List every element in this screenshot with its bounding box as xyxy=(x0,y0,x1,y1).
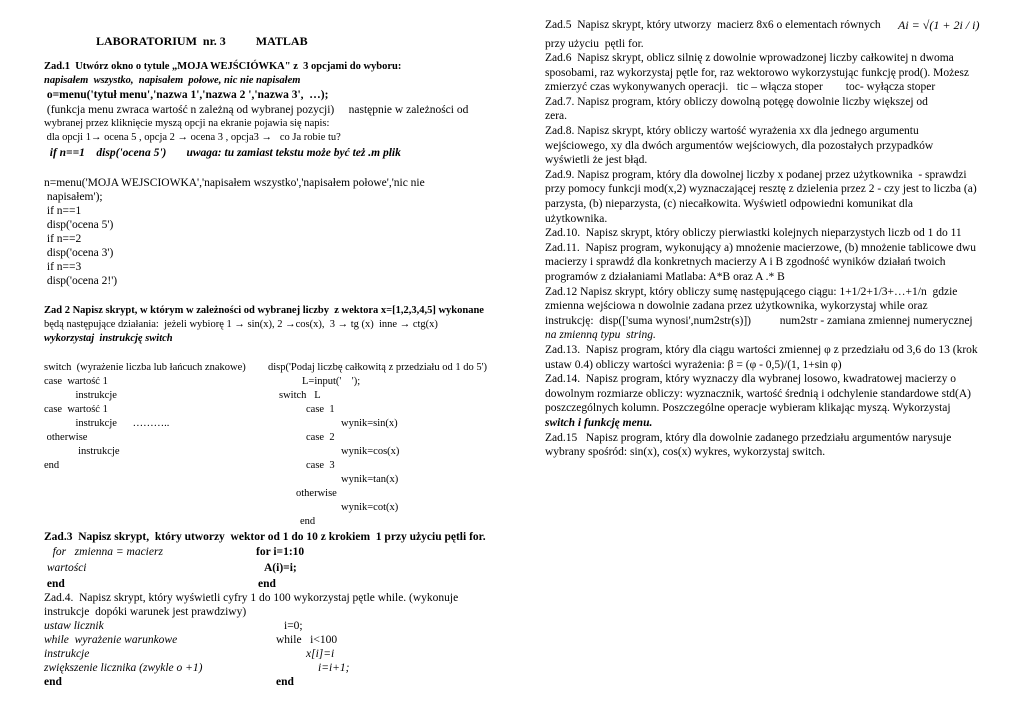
zad1-code-6: disp('ocena 3') xyxy=(44,247,114,259)
zad1-code-2: napisałem'); xyxy=(44,191,103,203)
zad9-line-1: Zad.9. Napisz program, który dla dowolnej liczby x podanej przez użytkownika - sprawdzi xyxy=(545,168,967,181)
zad1-line-2: napisałem wszystko, napisałem połowe, nic nie napisałem xyxy=(44,75,301,86)
switch-example-12: end xyxy=(300,516,316,527)
zad9-line-3: parzysta, (b) nieparzysta, (c) niecałkowita. Wyświetl odpowiedni komunikat dla xyxy=(545,198,913,210)
zad10-line-1: Zad.10. Napisz skrypt, który obliczy pierwiastki kolejnych nieparzystych liczb od 1 do 11 xyxy=(545,227,962,240)
switch-example-8: case 3 xyxy=(306,460,335,471)
zad1-code-4: disp('ocena 5') xyxy=(44,219,114,231)
switch-syntax-5: instrukcje ……….. xyxy=(44,418,170,429)
zad14-line-4: switch i funkcję menu. xyxy=(545,417,653,429)
switch-example-11: wynik=cot(x) xyxy=(341,502,399,513)
zad13-line-1: Zad.13. Napisz program, który dla ciągu wartości zmiennej φ z przedziału od 3,6 do 13 (krok xyxy=(545,344,978,356)
zad15-line-1: Zad.15 Napisz program, który dla dowolnie zadanego przedziału argumentów narysuje xyxy=(545,431,952,444)
zad3-code-2-right: A(i)=i; xyxy=(264,562,297,574)
zad3-code-1-left: for zmienna = macierz xyxy=(44,546,163,558)
zad8-line-1: Zad.8. Napisz skrypt, który obliczy wartość wyrażenia xx dla jednego argumentu xyxy=(545,125,919,137)
zad4-code-4-right: i=i+1; xyxy=(318,662,350,674)
zad12-line-3: instrukcję: disp(['suma wynosi',num2str(s)]) num2str - zamiana zmiennej numerycznej xyxy=(545,314,973,327)
zad1-code-3: if n==1 xyxy=(44,205,82,217)
switch-example-4: case 1 xyxy=(306,404,335,415)
zad4-code-1-left: ustaw licznik xyxy=(44,620,104,632)
zad9-line-2: przy pomocy funkcji mod(x,2) wyznaczającej resztę z dzielenia przez 2 - czy jest to liczba (a) xyxy=(545,183,977,196)
zad4-code-5-left: end xyxy=(44,676,62,688)
zad11-line-3: programów z działaniami Matlaba: A*B oraz A .* B xyxy=(545,271,785,283)
zad9-line-4: użytkownika. xyxy=(545,212,608,225)
switch-example-2: L=input(' '); xyxy=(302,376,361,387)
zad1-line-3: o=menu('tytuł menu','nazwa 1','nazwa 2 ','nazwa 3', …); xyxy=(44,89,329,101)
zad11-line-1: Zad.11. Napisz program, wykonujący a) mnożenie macierzowe, (b) mnożenie tablicowe dwu xyxy=(545,241,976,254)
switch-example-7: wynik=cos(x) xyxy=(341,446,400,457)
switch-example-5: wynik=sin(x) xyxy=(341,418,398,429)
zad12-line-4: na zmienną typu string. xyxy=(545,329,656,342)
zad4-code-3-right: x[i]=i xyxy=(306,648,335,660)
zad1-code-5: if n==2 xyxy=(44,233,82,245)
zad6-line-2: sposobami, raz wykorzystaj pętle for, raz wektorowo wykorzystując funkcję prod(). Możesz xyxy=(545,66,969,79)
switch-example-1: disp('Podaj liczbę całkowitą z przedziału od 1 do 5') xyxy=(268,362,487,373)
switch-syntax-2: case wartość 1 xyxy=(44,376,108,387)
zad2-line-1: Zad 2 Napisz skrypt, w którym w zależności od wybranej liczby z wektora x=[1,2,3,4,5] wykonane xyxy=(44,305,484,316)
zad7-line-1: Zad.7. Napisz program, który obliczy dowolną potęgę dowolnie liczby większej od xyxy=(545,95,928,108)
zad4-code-2-left: while wyrażenie warunkowe xyxy=(44,634,178,646)
zad4-line-1: Zad.4. Napisz skrypt, który wyświetli cyfry 1 do 100 wykorzystaj pętle while. (wykonuje xyxy=(44,592,459,604)
switch-syntax-8: end xyxy=(44,460,60,471)
zad6-line-1: Zad.6 Napisz skrypt, oblicz silnię z dowolnie wprowadzonej liczby całkowitej n dwoma xyxy=(545,52,954,64)
switch-example-6: case 2 xyxy=(306,432,335,443)
switch-syntax-4: case wartość 1 xyxy=(44,404,108,415)
zad4-code-4-left: zwiększenie licznika (zwykle o +1) xyxy=(44,662,203,674)
zad7-line-2: zera. xyxy=(545,110,568,123)
document-title: LABORATORIUM nr. 3 MATLAB xyxy=(96,34,308,48)
zad3-code-2-left: wartości xyxy=(44,562,87,574)
switch-example-10: otherwise xyxy=(296,488,337,499)
zad3-code-3-left: end xyxy=(44,578,65,590)
switch-syntax-7: instrukcje xyxy=(44,446,120,457)
switch-example-3: switch L xyxy=(279,390,321,401)
zad2-line-2: będą następujące działania: jeżeli wybiorę 1 → sin(x), 2 →cos(x), 3 → tg (x) inne → ctg(x) xyxy=(44,319,438,330)
zad8-line-3: wyświetli że jest błąd. xyxy=(545,154,648,167)
zad5-formula: Ai = √(1 + 2i / i) xyxy=(898,18,980,32)
zad14-line-2: dowolnym rozmiarze obliczy: wyznacznik, wartość średnią i odchylenie standardowe std(A) xyxy=(545,387,971,400)
zad6-line-3: zmierzyć czas wykonywanych operacji. tic – włącza stoper toc- wyłącza stoper xyxy=(545,81,936,94)
switch-syntax-3: instrukcje xyxy=(44,390,117,401)
zad2-line-3: wykorzystaj instrukcję switch xyxy=(44,333,173,344)
zad3-code-1-right: for i=1:10 xyxy=(256,546,305,558)
zad1-line-5: wybranej przez kliknięcie myszą opcji na ekranie pojawia się napis: xyxy=(44,118,330,129)
zad13-line-2: ustaw 0.4) obliczy wartości wyrażenia: β = (φ - 0,5)/(1, 1+sin φ) xyxy=(545,358,842,371)
zad1-line-6: dla opcji 1→ ocena 5 , opcja 2 → ocena 3 , opcja3 → co Ja robie tu? xyxy=(44,132,341,143)
zad8-line-2: wejściowego, xy dla dwóch argumentów wejściowych, dla pozostałych przypadków xyxy=(545,139,934,152)
zad1-line-7: if n==1 disp('ocena 5') uwaga: tu zamiast tekstu może być też .m plik xyxy=(44,147,401,159)
zad1-code-1: n=menu('MOJA WEJSCIOWKA','napisałem wszystko','napisałem połowe','nic nie xyxy=(44,177,425,189)
right-column xyxy=(512,0,1024,725)
zad3-code-3-right: end xyxy=(258,578,276,590)
switch-example-9: wynik=tan(x) xyxy=(341,474,399,485)
zad1-line-1: Zad.1 Utwórz okno o tytule „MOJA WEJŚCIÓWKA" z 3 opcjami do wyboru: xyxy=(44,61,402,72)
zad12-line-2: zmienna wejściowa n dowolnie zadana przez użytkownika, wykorzystaj while oraz xyxy=(545,300,928,313)
zad4-code-1-right: i=0; xyxy=(284,620,303,632)
switch-syntax-6: otherwise xyxy=(44,432,88,443)
zad14-line-3: poszczególnych kolumn. Poszczególne operacje wybieram klikając myszą. Wykorzystaj xyxy=(545,402,951,415)
zad3-line: Zad.3 Napisz skrypt, który utworzy wektor od 1 do 10 z krokiem 1 przy użyciu pętli for. xyxy=(44,531,486,543)
zad12-line-1: Zad.12 Napisz skrypt, który obliczy sumę następującego ciągu: 1+1/2+1/3+…+1/n gdzie xyxy=(545,285,958,298)
zad5-line-1: Zad.5 Napisz skrypt, który utworzy macierz 8x6 o elementach równych xyxy=(545,19,881,31)
zad15-line-2: wybrany spośród: sin(x), cos(x) wykres, wykorzystaj switch. xyxy=(545,446,826,459)
zad1-code-7: if n==3 xyxy=(44,261,82,273)
zad14-line-1: Zad.14. Napisz program, który wyznaczy dla wybranej losowo, kwadratowej macierzy o xyxy=(545,373,956,386)
zad4-code-3-left: instrukcje xyxy=(44,648,90,660)
zad11-line-2: macierzy i sprawdź dla konkretnych macierzy A i B zgodność wyników działań twoich xyxy=(545,256,946,269)
switch-syntax-1: switch (wyrażenie liczba lub łańcuch znakowe) xyxy=(44,362,246,373)
zad4-code-5-right: end xyxy=(276,676,294,688)
zad5-line-2: przy użyciu pętli for. xyxy=(545,38,644,50)
zad1-line-4: (funkcja menu zwraca wartość n zależną od wybranej pozycji) następnie w zależności od xyxy=(44,104,469,116)
zad1-code-8: disp('ocena 2!') xyxy=(44,275,118,287)
zad4-code-2-right: while i<100 xyxy=(276,634,338,646)
zad4-line-2: instrukcje dopóki warunek jest prawdziwy) xyxy=(44,606,247,618)
